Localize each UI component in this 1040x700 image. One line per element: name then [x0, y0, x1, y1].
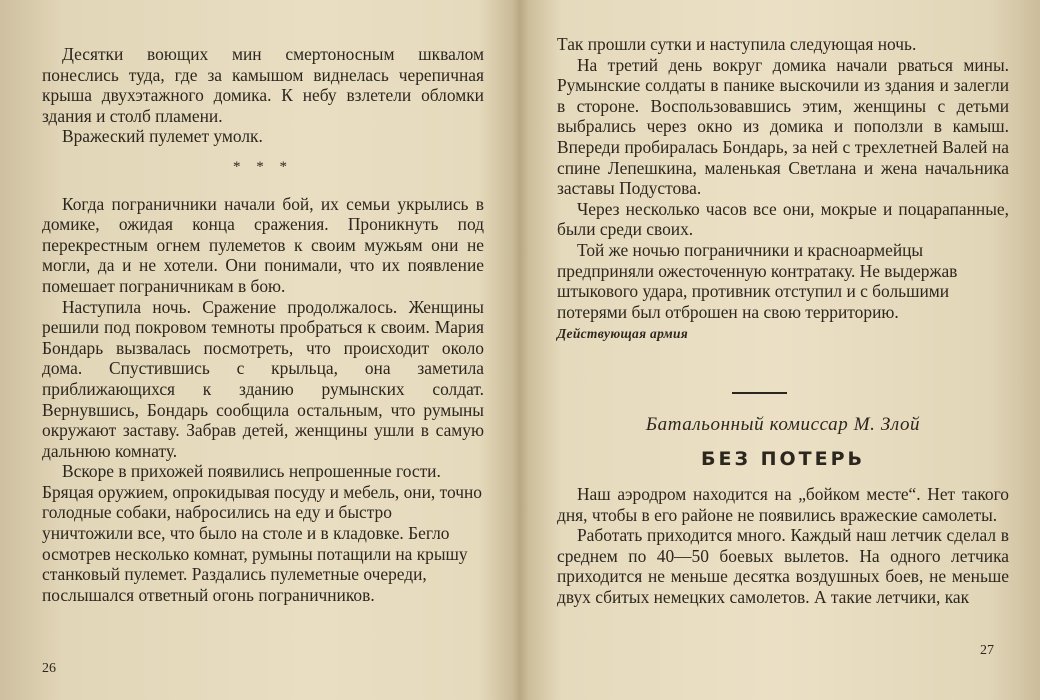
article-text: [557, 484, 1009, 608]
page-number: 27: [980, 643, 994, 658]
right-page: [515, 0, 1040, 700]
divider-rule: [732, 392, 787, 394]
paragraph: Вскоре в прихожей появились непрошенные гости. Бряцая оружием, опрокидывая посуду и мебель, они, точно голодные собаки, набросились на еду и быстро уничтожили все, что было на столе и в кладовке. Бегло осмотрев несколько комнат, румыны потащили на крышу станковый пулемет. Раздались пулеметные очереди, послышался ответный огонь пограничников.: [42, 461, 482, 605]
article-headline: БЕЗ ПОТЕРЬ: [701, 448, 865, 470]
page-number: 26: [42, 661, 56, 676]
paragraph: Наш аэродром находится на „бойком месте“. Нет такого дня, чтобы в его районе не появились вражеские самолеты.: [557, 484, 1009, 525]
paragraph: Десятки воющих мин смертоносным шквалом понеслись туда, где за камышом виднелась черепичная крыша двухэтажного домика. К небу взлетели обломки здания и столб пламени.: [42, 44, 484, 126]
paragraph: На третий день вокруг домика начали рваться мины. Румынские солдаты в панике выскочили из здания и залегли в стороне. Воспользовавшись этим, женщины с детьми выбрались через окно из домика и поползли в камыш. Впереди пробиралась Бондарь, за ней с трехлетней Валей на спине Лепешкина, маленькая Светлана и жена начальника заставы Подустова.: [557, 54, 1009, 199]
paragraph: Наступила ночь. Сражение продолжалось. Женщины решили под покровом темноты пробраться к своим. Мария Бондарь вызвалась посмотреть, что происходит около дома. Спустившись с крыльца, она заметила приближающихся к зданию румынских солдат. Вернувшись, Бондарь сообщила остальным, что румыны окружают заставу. Забрав детей, женщины ушли в самую дальнюю комнату.: [42, 296, 484, 461]
paragraph: Когда пограничники начали бой, их семьи укрылись в домике, ожидая конца сражения. Проникнуть под перекрестным огнем пулеметов к своим мужьям они не могли, да и не хотели. Они понимали, что их появление помешает пограничникам в бою.: [42, 193, 484, 296]
paragraph: Так прошли сутки и наступила следующая ночь.: [557, 34, 917, 54]
article-byline: Батальонный комиссар М. Злой: [645, 414, 921, 435]
paragraph: Той же ночью пограничники и красноармейцы предприняли ожесточенную контратаку. Не выдержав штыкового удара, противник отступил и с большими потерями был отброшен на свою территорию.: [557, 239, 958, 322]
source-attribution: Действующая армия: [557, 326, 689, 342]
paragraph: Работать приходится много. Каждый наш летчик сделал в среднем по 40—50 боевых вылетов. На одного летчика приходится не меньше десятка воздушных боев, не меньше двух сбитых немецких самолетов. А такие летчики, как: [557, 525, 1009, 607]
paragraph: Через несколько часов все они, мокрые и поцарапанные, были среди своих.: [557, 198, 1009, 240]
section-separator: * * *: [233, 158, 293, 175]
left-page-text: [42, 44, 484, 605]
right-page-text: [557, 34, 1009, 345]
paragraph: Вражеский пулемет умолк.: [62, 126, 263, 147]
left-page: [0, 0, 515, 700]
